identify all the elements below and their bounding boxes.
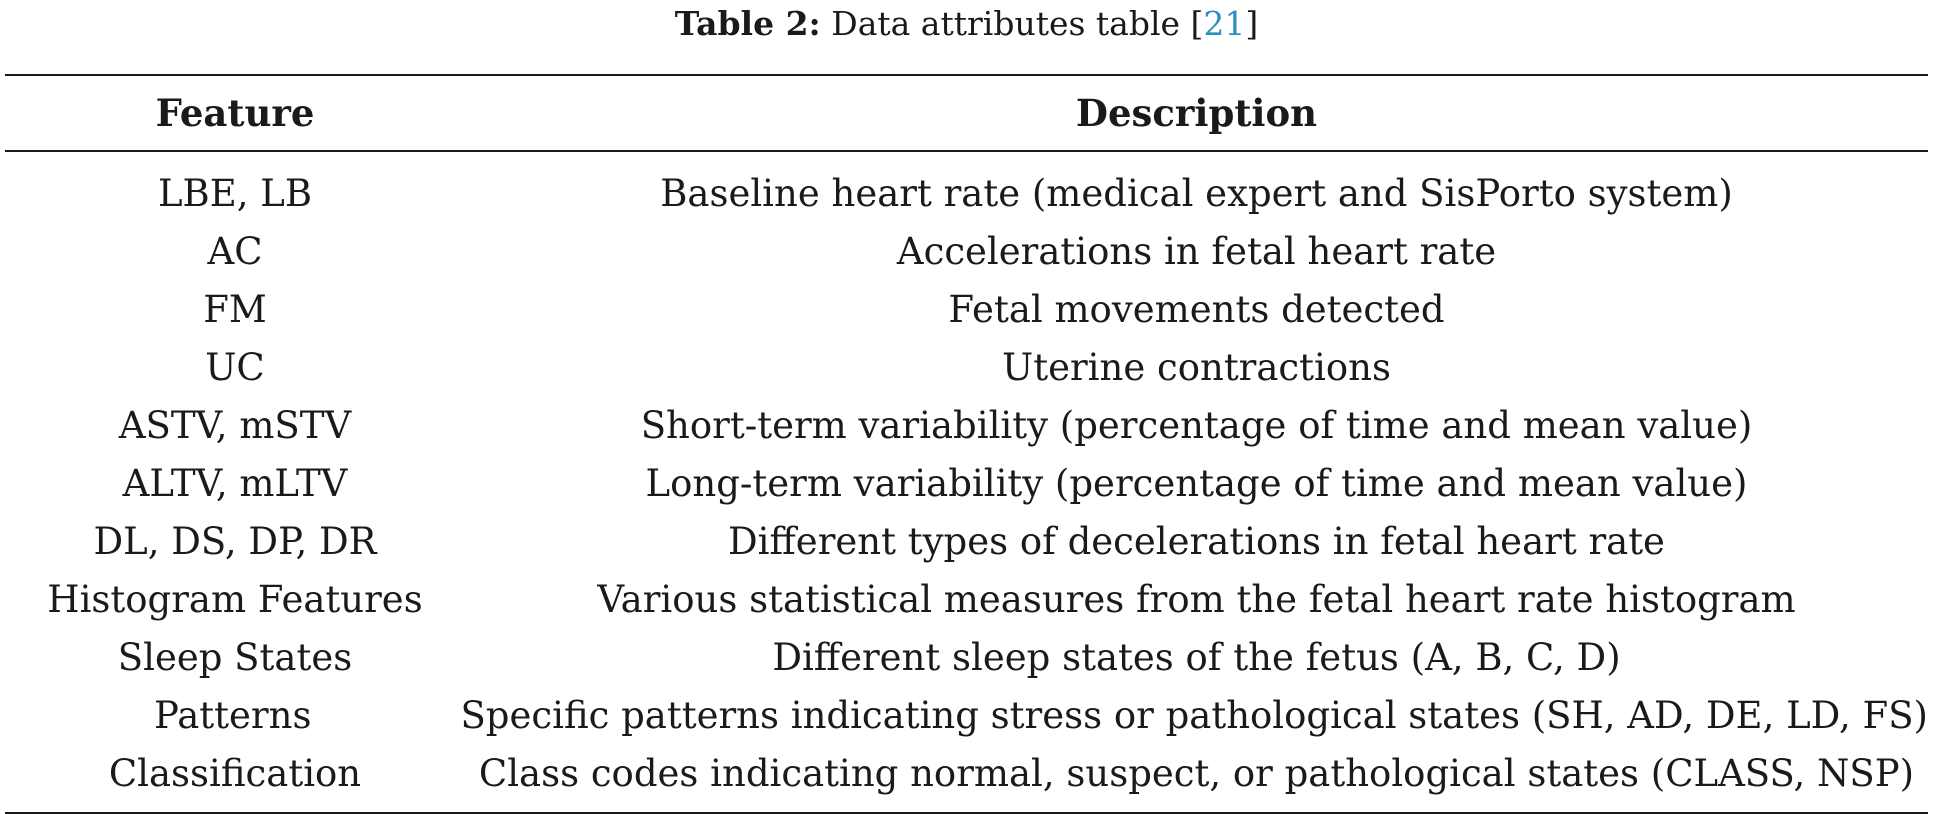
table-row bbox=[5, 338, 1928, 396]
description-cell: Long-term variability (percentage of time and mean value) bbox=[645, 461, 1748, 505]
description-cell: Baseline heart rate (medical expert and SisPorto system) bbox=[660, 171, 1733, 215]
description-cell: Accelerations in fetal heart rate bbox=[896, 229, 1497, 273]
table-body bbox=[5, 152, 1928, 812]
table-caption-text: Data attributes table [ bbox=[831, 4, 1204, 43]
table-row bbox=[5, 628, 1928, 686]
feature-cell: ALTV, mLTV bbox=[122, 461, 348, 505]
feature-cell: Histogram Features bbox=[47, 577, 423, 621]
table-row bbox=[5, 222, 1928, 280]
feature-cell: LBE, LB bbox=[157, 171, 313, 215]
table-caption-close: ] bbox=[1245, 4, 1259, 43]
description-cell: Specific patterns indicating stress or pathological states (SH, AD, DE, LD, FS) bbox=[460, 693, 1928, 737]
feature-cell: FM bbox=[203, 287, 267, 331]
description-cell: Different sleep states of the fetus (A, B, C, D) bbox=[772, 635, 1621, 679]
header-description: Description bbox=[1075, 91, 1318, 135]
table-caption bbox=[0, 0, 1933, 48]
table-row bbox=[5, 686, 1928, 744]
feature-cell: UC bbox=[205, 345, 265, 389]
header-feature: Feature bbox=[155, 91, 315, 135]
description-cell: Fetal movements detected bbox=[948, 287, 1445, 331]
table-row bbox=[5, 744, 1928, 802]
feature-cell: Classification bbox=[108, 751, 362, 795]
table-caption-label: Table 2: bbox=[674, 4, 821, 43]
data-attributes-table bbox=[5, 74, 1928, 814]
table-header-row bbox=[5, 76, 1928, 152]
feature-cell: Sleep States bbox=[117, 635, 353, 679]
feature-cell: Patterns bbox=[154, 693, 312, 737]
table-row bbox=[5, 454, 1928, 512]
table-row bbox=[5, 280, 1928, 338]
description-cell: Short-term variability (percentage of time and mean value) bbox=[640, 403, 1753, 447]
table-row bbox=[5, 570, 1928, 628]
description-cell: Different types of decelerations in fetal heart rate bbox=[728, 519, 1665, 563]
table-row bbox=[5, 512, 1928, 570]
citation-link[interactable]: 21 bbox=[1203, 4, 1246, 43]
feature-cell: AC bbox=[207, 229, 263, 273]
description-cell: Class codes indicating normal, suspect, or pathological states (CLASS, NSP) bbox=[478, 751, 1915, 795]
feature-cell: DL, DS, DP, DR bbox=[93, 519, 377, 563]
description-cell: Uterine contractions bbox=[1002, 345, 1391, 389]
description-cell: Various statistical measures from the fetal heart rate histogram bbox=[597, 577, 1796, 621]
table-row bbox=[5, 396, 1928, 454]
feature-cell: ASTV, mSTV bbox=[118, 403, 352, 447]
table-row bbox=[5, 164, 1928, 222]
